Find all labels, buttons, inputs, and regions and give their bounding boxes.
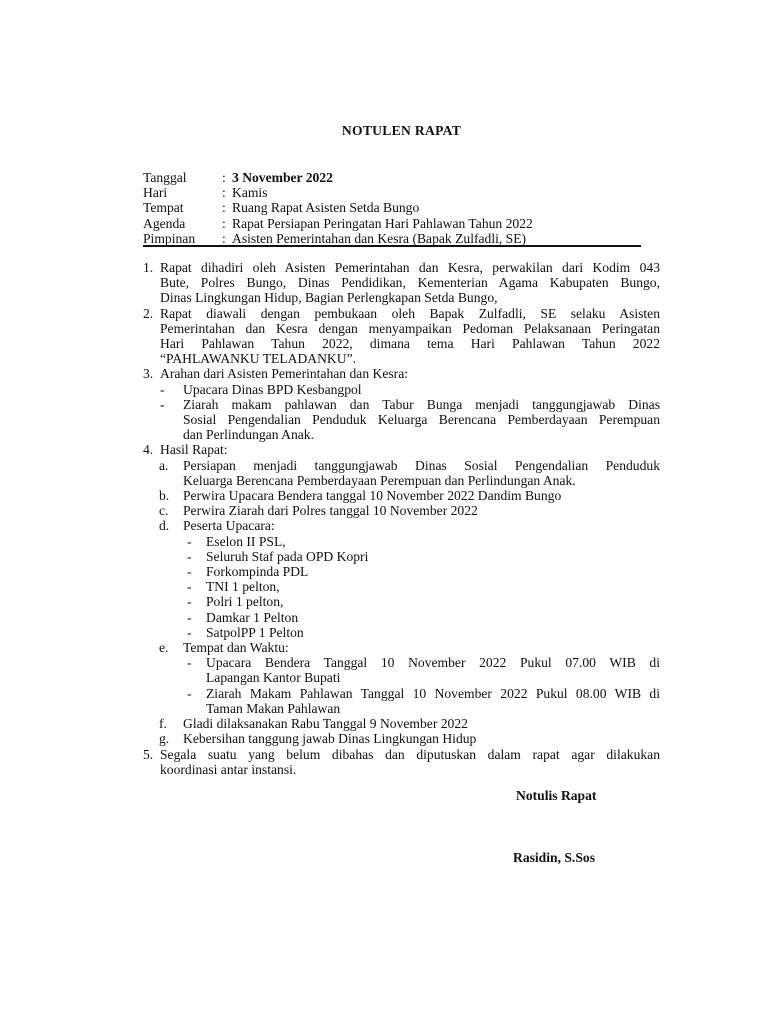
dash-marker: -: [160, 396, 165, 412]
dash-marker: -: [160, 381, 165, 397]
sub-item-a: [143, 458, 660, 488]
dash-item: [143, 655, 660, 685]
item-line: Hasil Rapat:: [160, 442, 228, 458]
sub-item-line: Perwira Ziarah dari Polres tanggal 10 November 2022: [183, 503, 478, 519]
item-line: Rapat dihadiri oleh Asisten Pemerintahan dan Kesra, perwakilan dari Kodim 043: [160, 260, 660, 275]
dash-line: Ziarah Makam Pahlawan Tanggal 10 November 2022 Pukul 08.00 WIB di: [206, 685, 660, 701]
sub-item-letter: g.: [159, 731, 170, 747]
minutes-item-3: [143, 366, 660, 442]
item-line: “PAHLAWANKU TELADANKU”.: [160, 351, 356, 367]
dash-marker: -: [187, 533, 192, 549]
meeting-agenda-value: Rapat Persiapan Peringatan Hari Pahlawan Tahun 2022: [232, 215, 533, 231]
item-line: Rapat diawali dengan pembukaan oleh Bapak Zulfadli, SE selaku Asisten: [160, 305, 660, 321]
meeting-chair-value: Asisten Pemerintahan dan Kesra (Bapak Zulfadli, SE): [232, 230, 527, 246]
sub-item-letter: b.: [159, 488, 170, 504]
meeting-date-value: 3 November 2022: [232, 170, 333, 185]
sub-item-e: [143, 640, 660, 716]
sub-item-d: [143, 518, 660, 640]
dash-line: SatpolPP 1 Pelton: [206, 624, 304, 640]
meeting-info-table: [143, 170, 643, 246]
dash-marker: -: [187, 594, 192, 610]
meta-separator: :: [222, 170, 226, 185]
dash-line: Forkompinda PDL: [206, 564, 309, 580]
item-number: 1.: [143, 260, 154, 275]
dash-line: Polri 1 pelton,: [206, 594, 284, 610]
sub-item-b: [143, 488, 660, 503]
minutes-item-2: [143, 306, 660, 367]
meeting-agenda-row: [143, 216, 643, 231]
dash-line: Eselon II PSL,: [206, 533, 286, 549]
meta-label: Tanggal: [143, 170, 187, 185]
sub-item-line: Keluarga Berencana Pemberdayaan Perempuan dan Perlindungan Anak.: [183, 472, 576, 488]
sub-item-line: Persiapan menjadi tanggungjawab Dinas Sosial Pengendalian Penduduk: [183, 457, 660, 473]
header-divider: [143, 245, 641, 247]
sub-item-line: Kebersihan tanggung jawab Dinas Lingkungan Hidup: [183, 731, 477, 747]
dash-item: [143, 397, 660, 443]
meta-separator: :: [222, 215, 226, 231]
sub-item-letter: f.: [159, 716, 167, 732]
meta-separator: :: [222, 185, 226, 201]
meta-label: Hari: [143, 185, 168, 201]
item-number: 4.: [143, 442, 154, 458]
sub-item-line: Perwira Upacara Bendera tanggal 10 November 2022 Dandim Bungo: [183, 488, 562, 504]
dash-marker: -: [187, 579, 192, 595]
sub-item-line: Peserta Upacara:: [183, 518, 275, 534]
dash-item: [143, 610, 660, 625]
dash-marker: -: [187, 624, 192, 640]
dash-item: [143, 594, 660, 609]
dash-line: dan Perlindungan Anak.: [183, 427, 315, 443]
meeting-place-value: Ruang Rapat Asisten Setda Bungo: [232, 200, 420, 216]
dash-line: Upacara Bendera Tanggal 10 November 2022 Pukul 07.00 WIB di: [206, 655, 660, 671]
dash-item: [143, 625, 660, 640]
meta-label: Agenda: [143, 215, 186, 231]
item-line: Hari Pahlawan Tahun 2022, dimana tema Hari Pahlawan Tahun 2022: [160, 336, 660, 352]
sub-item-f: [143, 716, 660, 731]
sub-item-letter: e.: [159, 640, 169, 656]
sub-item-c: [143, 503, 660, 518]
dash-item: [143, 564, 660, 579]
minutes-item-4: [143, 442, 660, 746]
sub-item-line: Tempat dan Waktu:: [183, 640, 289, 656]
dash-marker: -: [187, 548, 192, 564]
sub-item-g: [143, 731, 660, 746]
dash-marker: -: [187, 564, 192, 580]
sub-item-letter: a.: [159, 457, 169, 473]
item-line: Pemerintahan dan Kesra dengan menyampaikan Pedoman Pelaksanaan Peringatan: [160, 320, 660, 336]
dash-marker: -: [187, 655, 192, 671]
item-number: 5.: [143, 746, 154, 762]
meeting-day-value: Kamis: [232, 185, 268, 201]
dash-line: Upacara Dinas BPD Kesbangpol: [183, 381, 362, 397]
dash-item: [143, 534, 660, 549]
meeting-day-row: [143, 185, 643, 200]
item-line: Bute, Polres Bungo, Dinas Pendidikan, Kementerian Agama Kabupaten Bungo,: [160, 275, 660, 291]
sub-item-letter: d.: [159, 518, 170, 534]
dash-item: [143, 549, 660, 564]
dash-item: [143, 382, 660, 397]
minutes-item-1: [143, 260, 660, 306]
meta-label: Tempat: [143, 200, 184, 216]
item-line: Dinas Lingkungan Hidup, Bagian Perlengkapan Setda Bungo,: [160, 290, 498, 306]
item-number: 2.: [143, 305, 154, 321]
dash-marker: -: [187, 685, 192, 701]
item-line: Arahan dari Asisten Pemerintahan dan Kesra:: [160, 366, 409, 382]
item-number: 3.: [143, 366, 154, 382]
minutes-list: [143, 260, 660, 777]
dash-item: [143, 686, 660, 716]
meta-separator: :: [222, 200, 226, 216]
dash-line: Damkar 1 Pelton: [206, 609, 299, 625]
meeting-place-row: [143, 200, 643, 215]
meta-label: Pimpinan: [143, 230, 196, 246]
signature-name: Rasidin, S.Sos: [513, 850, 595, 865]
meta-separator: :: [222, 230, 226, 246]
dash-marker: -: [187, 609, 192, 625]
sub-item-line: Gladi dilaksanakan Rabu Tanggal 9 November 2022: [183, 716, 468, 732]
sub-item-letter: c.: [159, 503, 169, 519]
dash-line: Seluruh Staf pada OPD Kopri: [206, 548, 369, 564]
signature-role: Notulis Rapat: [516, 788, 597, 803]
dash-line: Ziarah makam pahlawan dan Tabur Bunga menjadi tanggungjawab Dinas: [183, 396, 660, 412]
minutes-item-5: [143, 747, 660, 777]
item-line: koordinasi antar instansi.: [160, 761, 297, 777]
meeting-chair-row: [143, 231, 643, 246]
meeting-date-row: [143, 170, 643, 185]
dash-line: Lapangan Kantor Bupati: [206, 670, 341, 686]
dash-line: Sosial Pengendalian Penduduk Keluarga Berencana Pemberdayaan Perempuan: [183, 412, 660, 428]
item-line: Segala suatu yang belum dibahas dan diputuskan dalam rapat agar dilakukan: [160, 746, 660, 762]
dash-line: TNI 1 pelton,: [206, 579, 280, 595]
dash-item: [143, 579, 660, 594]
dash-line: Taman Makan Pahlawan: [206, 700, 341, 716]
document-title: NOTULEN RAPAT: [341, 123, 462, 138]
